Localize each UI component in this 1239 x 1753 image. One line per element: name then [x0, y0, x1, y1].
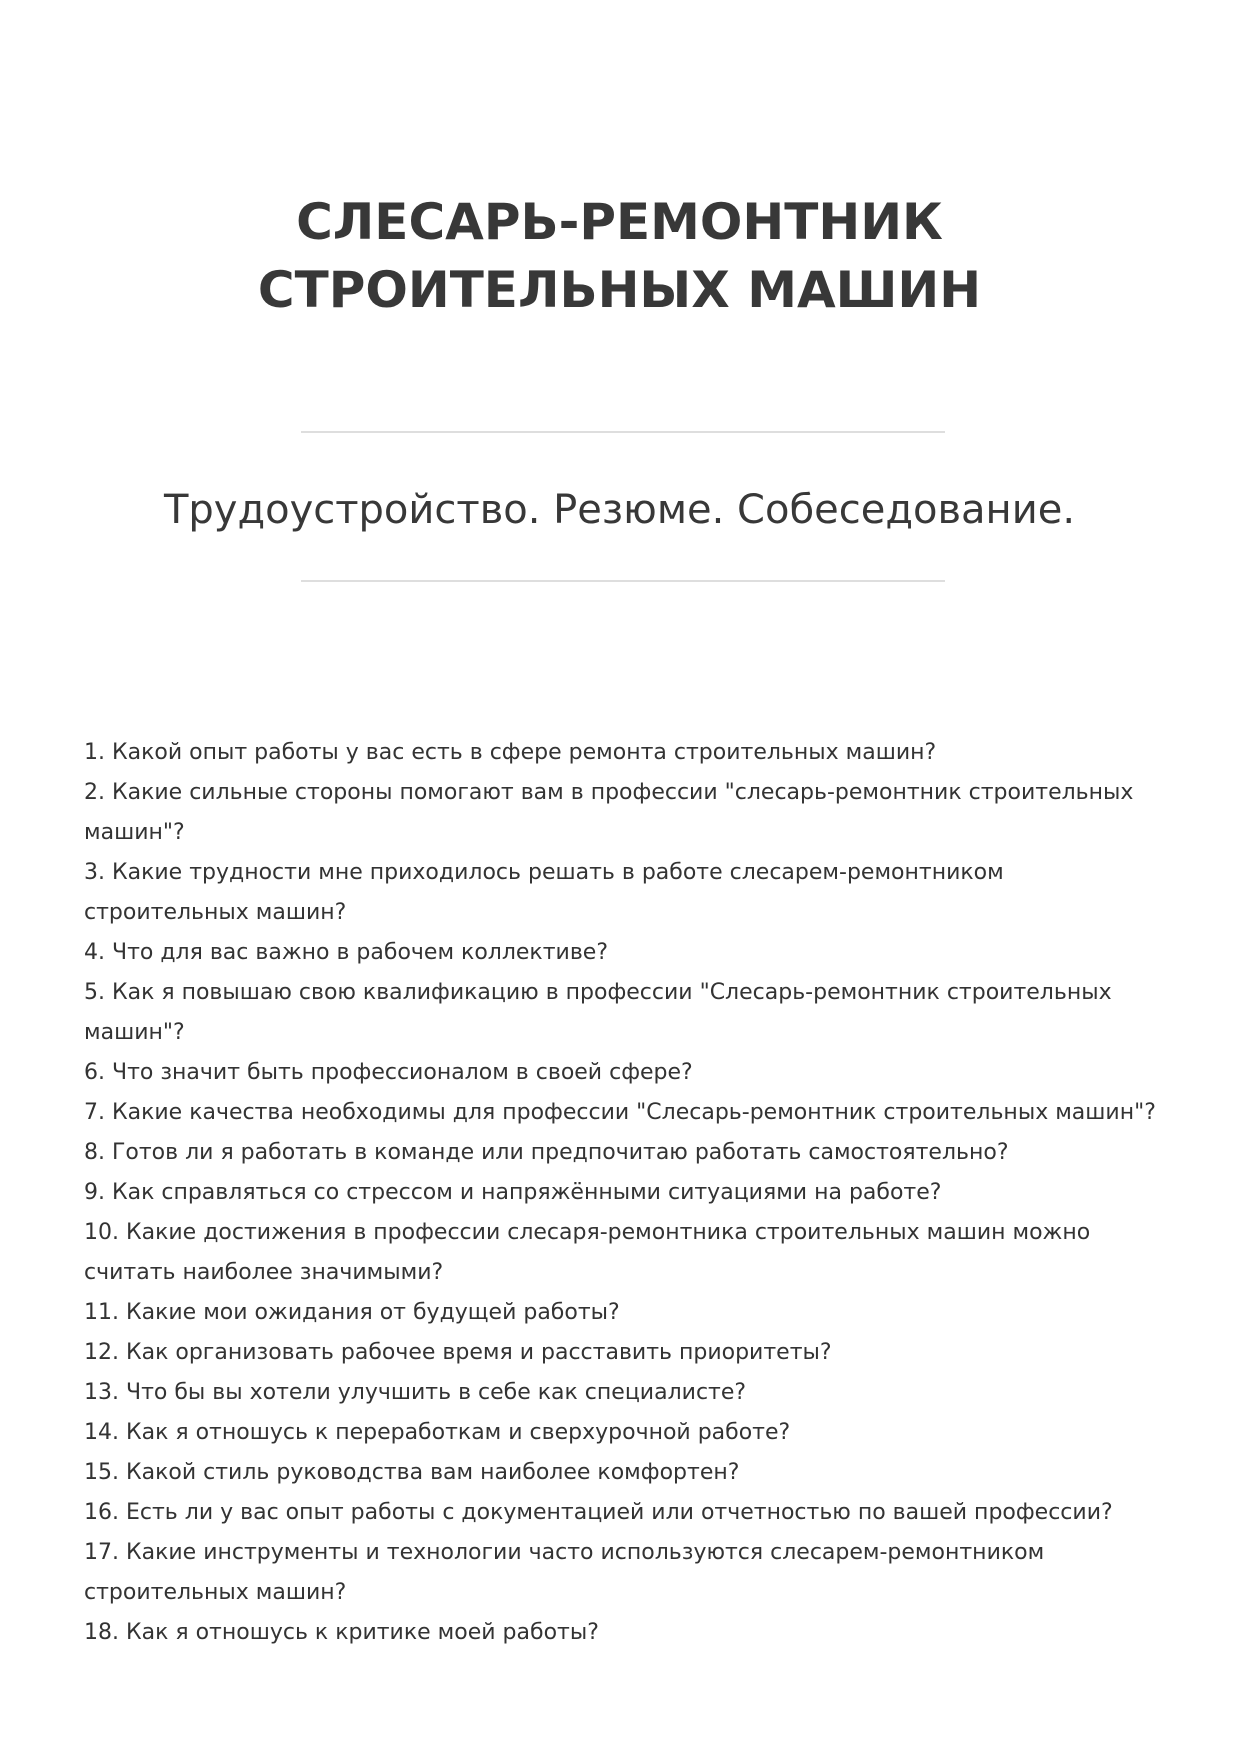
question-item: 2. Какие сильные стороны помогают вам в профессии "слесарь-ремонтник строительных машин"? — [84, 780, 1134, 845]
document-title — [0, 188, 1239, 324]
question-item: 8. Готов ли я работать в команде или предпочитаю работать самостоятельно? — [84, 1140, 1009, 1165]
question-item: 10. Какие достижения в профессии слесаря-ремонтника строительных машин можно считать наиболее значимыми? — [84, 1220, 1091, 1285]
question-item: 6. Что значит быть профессионалом в своей сфере? — [84, 1060, 693, 1085]
bottom-divider — [301, 580, 945, 582]
title-line-2: СТРОИТЕЛЬНЫХ МАШИН — [257, 261, 982, 319]
question-item: 17. Какие инструменты и технологии часто используются слесарем-ремонтником строительных машин? — [84, 1540, 1045, 1605]
question-item: 3. Какие трудности мне приходилось решать в работе слесарем-ремонтником строительных машин? — [84, 860, 1004, 925]
question-item: 14. Как я отношусь к переработкам и сверхурочной работе? — [84, 1420, 791, 1445]
question-item: 12. Как организовать рабочее время и расставить приоритеты? — [84, 1340, 832, 1365]
question-item: 15. Какой стиль руководства вам наиболее комфортен? — [84, 1460, 740, 1485]
question-item: 13. Что бы вы хотели улучшить в себе как специалисте? — [84, 1380, 747, 1405]
question-item: 18. Как я отношусь к критике моей работы? — [84, 1620, 599, 1645]
document-subtitle: Трудоустройство. Резюме. Собеседование. — [163, 487, 1076, 533]
question-item: 7. Какие качества необходимы для профессии "Слесарь-ремонтник строительных машин"? — [84, 1100, 1156, 1125]
question-item: 5. Как я повышаю свою квалификацию в профессии "Слесарь-ремонтник строительных машин"? — [84, 980, 1112, 1045]
question-list — [84, 733, 1164, 1653]
question-item: 9. Как справляться со стрессом и напряжёнными ситуациями на работе? — [84, 1180, 942, 1205]
top-divider — [301, 431, 945, 433]
question-item: 11. Какие мои ожидания от будущей работы? — [84, 1300, 620, 1325]
question-item: 1. Какой опыт работы у вас есть в сфере ремонта строительных машин? — [84, 740, 937, 765]
question-item: 4. Что для вас важно в рабочем коллективе? — [84, 940, 609, 965]
title-line-1: СЛЕСАРЬ-РЕМОНТНИК — [296, 193, 943, 251]
question-item: 16. Есть ли у вас опыт работы с документацией или отчетностью по вашей профессии? — [84, 1500, 1113, 1525]
